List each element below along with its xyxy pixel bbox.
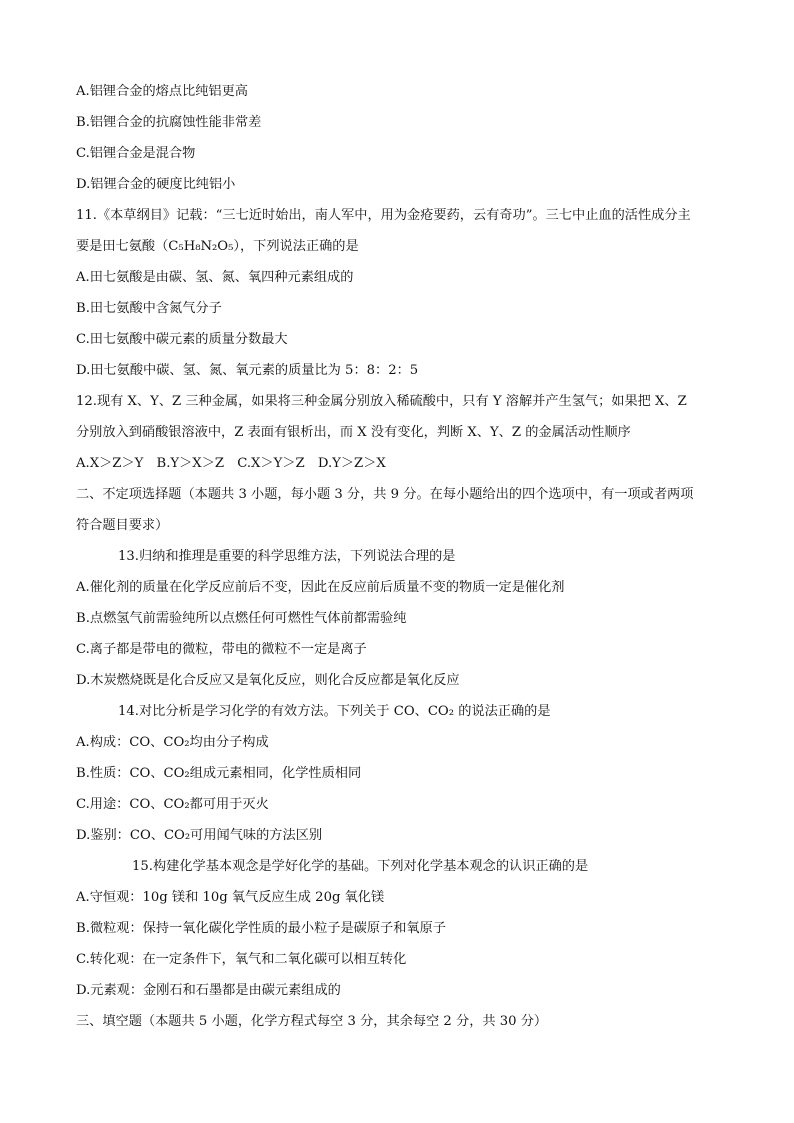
option-10a: A.铝锂合金的熔点比纯铝更高: [76, 84, 248, 99]
option-13d: D.木炭燃烧既是化合反应又是氧化反应，则化合反应都是氧化反应: [76, 673, 460, 688]
question-12-line1: 12.现有 X、Y、Z 三种金属，如果将三种金属分别放入稀硫酸中，只有 Y 溶解并产生氢气；如果把 X、Z: [76, 394, 687, 409]
option-14c: C.用途：CO、CO₂都可用于灭火: [76, 797, 269, 812]
option-15d: D.元素观：金刚石和石墨都是由碳元素组成的: [76, 983, 341, 998]
option-11b: B.田七氨酸中含氮气分子: [76, 301, 222, 316]
option-11c: C.田七氨酸中碳元素的质量分数最大: [76, 332, 288, 347]
section-2-heading-line1: 二、不定项选择题（本题共 3 小题，每小题 3 分，共 9 分。在每小题给出的四个选项中，有一项或者两项: [76, 487, 694, 502]
option-13c: C.离子都是带电的微粒，带电的微粒不一定是离子: [76, 642, 367, 657]
option-13b: B.点燃氢气前需验纯所以点燃任何可燃性气体前都需验纯: [76, 611, 407, 626]
option-11d: D.田七氨酸中碳、氢、氮、氧元素的质量比为 5：8：2：5: [76, 363, 419, 378]
option-10c: C.铝锂合金是混合物: [76, 146, 196, 161]
option-15c: C.转化观：在一定条件下，氧气和二氧化碳可以相互转化: [76, 952, 407, 967]
question-11-line2: 要是田七氨酸（C₅H₈N₂O₅），下列说法正确的是: [76, 239, 359, 254]
options-12: A.X＞Z＞Y B.Y＞X＞Z C.X＞Y＞Z D.Y＞Z＞X: [76, 456, 386, 471]
option-15a: A.守恒观：10g 镁和 10g 氧气反应生成 20g 氧化镁: [76, 890, 385, 905]
option-10d: D.铝锂合金的硬度比纯铝小: [76, 177, 236, 192]
option-10b: B.铝锂合金的抗腐蚀性能非常差: [76, 115, 262, 130]
option-14a: A.构成：CO、CO₂均由分子构成: [76, 735, 269, 750]
question-15: 15.构建化学基本观念是学好化学的基础。下列对化学基本观念的认识正确的是: [132, 859, 589, 874]
option-14d: D.鉴别：CO、CO₂可用闻气味的方法区别: [76, 828, 323, 843]
option-14b: B.性质：CO、CO₂组成元素相同，化学性质相同: [76, 766, 362, 781]
option-11a: A.田七氨酸是由碳、氢、氮、氧四种元素组成的: [76, 270, 354, 285]
question-14: 14.对比分析是学习化学的有效方法。下列关于 CO、CO₂ 的说法正确的是: [118, 704, 551, 719]
section-3-heading: 三、填空题（本题共 5 小题，化学方程式每空 3 分，其余每空 2 分，共 30 分）: [76, 1014, 548, 1029]
section-2-heading-line2: 符合题目要求）: [76, 518, 169, 533]
option-15b: B.微粒观：保持一氧化碳化学性质的最小粒子是碳原子和氧原子: [76, 921, 446, 936]
question-13: 13.归纳和推理是重要的科学思维方法，下列说法合理的是: [118, 549, 456, 564]
question-11-line1: 11.《本草纲目》记载：“三七近时始出，南人军中，用为金疮要药，云有奇功”。三七中止血的活性成分主: [76, 208, 691, 223]
option-13a: A.催化剂的质量在化学反应前后不变，因此在反应前后质量不变的物质一定是催化剂: [76, 580, 565, 595]
question-12-line2: 分别放入到硝酸银溶液中，Z 表面有银析出，而 X 没有变化，判断 X、Y、Z 的金属活动性顺序: [76, 425, 631, 440]
